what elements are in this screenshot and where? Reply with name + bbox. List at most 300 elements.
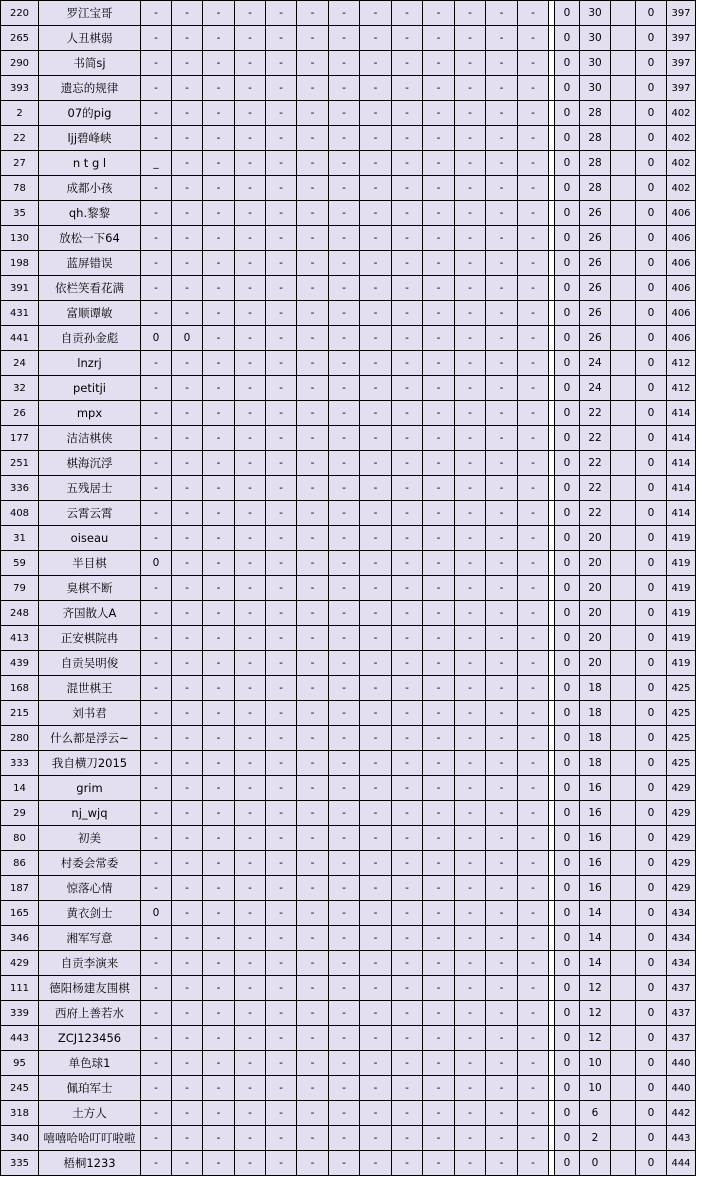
value-c-cell [611,151,636,176]
round-result-cell: - [235,776,266,801]
round-result-cell: - [141,226,172,251]
round-result-cell: - [518,326,549,351]
score-cell: 2 [580,1126,611,1151]
player-id-cell: 35 [1,201,39,226]
round-result-cell: - [518,926,549,951]
value-a-cell: 0 [555,351,580,376]
value-c-cell [611,1001,636,1026]
value-d-cell: 0 [636,776,667,801]
score-cell: 26 [580,251,611,276]
round-result-cell: - [266,726,297,751]
score-cell: 20 [580,576,611,601]
score-cell: 30 [580,76,611,101]
round-result-cell: - [235,726,266,751]
round-result-cell: - [486,651,518,676]
round-result-cell: - [486,801,518,826]
round-result-cell: - [297,826,329,851]
round-result-cell: - [203,251,235,276]
player-name-cell: 臭棋不断 [39,576,141,601]
round-result-cell: - [392,801,423,826]
round-result-cell: - [455,826,486,851]
round-result-cell: - [203,651,235,676]
round-result-cell: - [486,1026,518,1051]
round-result-cell: - [518,726,549,751]
value-a-cell: 0 [555,726,580,751]
round-result-cell: - [203,1051,235,1076]
round-result-cell: - [266,251,297,276]
table-row [1,101,696,126]
round-result-cell: - [518,376,549,401]
round-result-cell: - [297,576,329,601]
round-result-cell: - [455,901,486,926]
round-result-cell: - [141,626,172,651]
round-result-cell: - [141,351,172,376]
round-result-cell: - [518,1076,549,1101]
player-name-cell: 混世棋王 [39,676,141,701]
table-row [1,1,696,26]
table-row [1,826,696,851]
round-result-cell: - [266,401,297,426]
round-result-cell: - [266,76,297,101]
value-a-cell: 0 [555,426,580,451]
round-result-cell: - [329,201,360,226]
round-result-cell: - [266,851,297,876]
round-result-cell: - [203,876,235,901]
round-result-cell: - [518,951,549,976]
round-result-cell: - [172,651,203,676]
round-result-cell: - [455,201,486,226]
round-result-cell: - [392,1,423,26]
player-id-cell: 443 [1,1026,39,1051]
player-id-cell: 130 [1,226,39,251]
rank-cell: 425 [667,701,696,726]
value-a-cell: 0 [555,326,580,351]
round-result-cell: - [455,251,486,276]
round-result-cell: - [266,126,297,151]
round-result-cell: - [455,926,486,951]
round-result-cell: - [172,251,203,276]
value-d-cell: 0 [636,1051,667,1076]
score-cell: 22 [580,501,611,526]
round-result-cell: - [266,1051,297,1076]
round-result-cell: - [518,51,549,76]
round-result-cell: - [266,926,297,951]
round-result-cell: - [329,701,360,726]
value-c-cell [611,326,636,351]
round-result-cell: - [172,126,203,151]
round-result-cell: - [486,501,518,526]
score-cell: 30 [580,1,611,26]
round-result-cell: - [141,1076,172,1101]
round-result-cell: - [455,651,486,676]
round-result-cell: - [392,626,423,651]
player-name-cell: 云霄云霄 [39,501,141,526]
round-result-cell: - [266,1126,297,1151]
round-result-cell: - [172,801,203,826]
rank-cell: 419 [667,526,696,551]
rank-cell: 442 [667,1101,696,1126]
round-result-cell: - [392,301,423,326]
round-result-cell: - [172,426,203,451]
value-a-cell: 0 [555,151,580,176]
round-result-cell: - [141,676,172,701]
round-result-cell: - [203,451,235,476]
round-result-cell: - [203,1151,235,1176]
round-result-cell: - [266,701,297,726]
round-result-cell: - [486,776,518,801]
round-result-cell: - [455,876,486,901]
player-name-cell: 单色球1 [39,1051,141,1076]
round-result-cell: - [329,801,360,826]
player-id-cell: 431 [1,301,39,326]
round-result-cell: - [235,126,266,151]
round-result-cell: - [172,151,203,176]
round-result-cell: - [297,376,329,401]
round-result-cell: - [297,501,329,526]
round-result-cell: - [297,701,329,726]
round-result-cell: - [360,551,392,576]
round-result-cell: - [141,76,172,101]
player-id-cell: 340 [1,1126,39,1151]
round-result-cell: - [392,526,423,551]
value-c-cell [611,926,636,951]
round-result-cell: - [329,651,360,676]
round-result-cell: - [141,851,172,876]
player-id-cell: 441 [1,326,39,351]
score-cell: 20 [580,551,611,576]
round-result-cell: - [423,651,455,676]
round-result-cell: - [423,551,455,576]
round-result-cell: - [172,26,203,51]
round-result-cell: - [518,1026,549,1051]
round-result-cell: - [235,276,266,301]
player-id-cell: 336 [1,476,39,501]
player-id-cell: 111 [1,976,39,1001]
round-result-cell: - [172,1,203,26]
round-result-cell: - [360,76,392,101]
round-result-cell: - [329,251,360,276]
value-c-cell [611,776,636,801]
rank-cell: 429 [667,801,696,826]
round-result-cell: - [172,601,203,626]
round-result-cell: - [518,401,549,426]
rank-cell: 429 [667,826,696,851]
round-result-cell: - [518,1126,549,1151]
round-result-cell: - [329,826,360,851]
player-id-cell: 429 [1,951,39,976]
round-result-cell: - [203,301,235,326]
round-result-cell: - [141,26,172,51]
round-result-cell: - [392,851,423,876]
round-result-cell: - [203,401,235,426]
round-result-cell: - [518,776,549,801]
player-name-cell: 五残居士 [39,476,141,501]
value-a-cell: 0 [555,801,580,826]
round-result-cell: - [235,1001,266,1026]
round-result-cell: - [486,1151,518,1176]
round-result-cell: - [297,351,329,376]
value-a-cell: 0 [555,301,580,326]
value-c-cell [611,1151,636,1176]
value-a-cell: 0 [555,1151,580,1176]
round-result-cell: - [235,926,266,951]
score-cell: 24 [580,351,611,376]
value-d-cell: 0 [636,426,667,451]
round-result-cell: _ [141,151,172,176]
score-cell: 14 [580,926,611,951]
round-result-cell: - [455,726,486,751]
round-result-cell: - [172,101,203,126]
value-a-cell: 0 [555,776,580,801]
value-d-cell: 0 [636,226,667,251]
player-id-cell: 22 [1,126,39,151]
round-result-cell: - [423,676,455,701]
score-cell: 28 [580,151,611,176]
value-d-cell: 0 [636,826,667,851]
score-cell: 22 [580,401,611,426]
round-result-cell: - [360,751,392,776]
value-a-cell: 0 [555,1026,580,1051]
score-cell: 26 [580,301,611,326]
round-result-cell: - [392,451,423,476]
round-result-cell: - [266,651,297,676]
round-result-cell: - [360,1,392,26]
round-result-cell: - [360,201,392,226]
round-result-cell: - [172,826,203,851]
rank-cell: 419 [667,626,696,651]
table-row [1,226,696,251]
round-result-cell: - [235,476,266,501]
round-result-cell: - [203,26,235,51]
round-result-cell: - [172,1101,203,1126]
player-name-cell: lnzrj [39,351,141,376]
table-row [1,551,696,576]
round-result-cell: - [141,301,172,326]
round-result-cell: - [235,326,266,351]
round-result-cell: - [423,501,455,526]
round-result-cell: - [518,1,549,26]
round-result-cell: - [360,601,392,626]
round-result-cell: - [329,926,360,951]
rank-cell: 402 [667,151,696,176]
round-result-cell: - [266,1076,297,1101]
rank-cell: 414 [667,501,696,526]
round-result-cell: - [518,76,549,101]
player-id-cell: 408 [1,501,39,526]
player-name-cell: 刘书君 [39,701,141,726]
value-c-cell [611,426,636,451]
table-row [1,701,696,726]
value-c-cell [611,226,636,251]
round-result-cell: - [203,51,235,76]
value-c-cell [611,676,636,701]
table-row [1,851,696,876]
table-row [1,951,696,976]
round-result-cell: - [423,26,455,51]
round-result-cell: - [141,576,172,601]
value-a-cell: 0 [555,251,580,276]
round-result-cell: - [392,901,423,926]
round-result-cell: - [297,26,329,51]
round-result-cell: - [455,26,486,51]
round-result-cell: - [266,901,297,926]
round-result-cell: - [329,1051,360,1076]
round-result-cell: - [455,301,486,326]
player-name-cell: qh.黎黎 [39,201,141,226]
score-cell: 28 [580,101,611,126]
round-result-cell: - [360,126,392,151]
round-result-cell: - [329,1026,360,1051]
round-result-cell: - [266,426,297,451]
rank-cell: 414 [667,426,696,451]
round-result-cell: - [486,301,518,326]
rank-cell: 406 [667,251,696,276]
round-result-cell: - [141,726,172,751]
score-cell: 14 [580,951,611,976]
score-cell: 0 [580,1151,611,1176]
round-result-cell: - [203,826,235,851]
round-result-cell: - [297,551,329,576]
round-result-cell: - [392,326,423,351]
table-row [1,976,696,1001]
round-result-cell: - [235,626,266,651]
round-result-cell: - [329,951,360,976]
rank-cell: 412 [667,376,696,401]
round-result-cell: - [518,551,549,576]
round-result-cell: - [297,226,329,251]
round-result-cell: - [172,451,203,476]
round-result-cell: - [360,26,392,51]
round-result-cell: - [455,276,486,301]
value-c-cell [611,951,636,976]
round-result-cell: - [423,701,455,726]
round-result-cell: - [266,976,297,1001]
round-result-cell: - [392,101,423,126]
round-result-cell: - [392,951,423,976]
round-result-cell: - [455,226,486,251]
round-result-cell: - [518,301,549,326]
value-d-cell: 0 [636,76,667,101]
rank-cell: 425 [667,676,696,701]
round-result-cell: - [203,101,235,126]
player-name-cell: 德阳杨建友围棋 [39,976,141,1001]
rank-cell: 406 [667,326,696,351]
round-result-cell: - [141,476,172,501]
round-result-cell: - [360,326,392,351]
round-result-cell: - [423,751,455,776]
round-result-cell: - [297,151,329,176]
value-d-cell: 0 [636,551,667,576]
round-result-cell: - [141,401,172,426]
round-result-cell: - [297,201,329,226]
round-result-cell: - [297,526,329,551]
round-result-cell: - [518,501,549,526]
round-result-cell: - [235,876,266,901]
round-result-cell: - [486,251,518,276]
value-d-cell: 0 [636,526,667,551]
round-result-cell: - [235,426,266,451]
round-result-cell: - [172,701,203,726]
round-result-cell: - [518,701,549,726]
score-cell: 26 [580,201,611,226]
value-d-cell: 0 [636,801,667,826]
value-c-cell [611,1026,636,1051]
round-result-cell: - [486,101,518,126]
round-result-cell: - [141,101,172,126]
table-row [1,51,696,76]
round-result-cell: - [141,1026,172,1051]
round-result-cell: - [486,851,518,876]
round-result-cell: - [266,1101,297,1126]
round-result-cell: - [203,1076,235,1101]
round-result-cell: - [329,401,360,426]
table-row [1,1126,696,1151]
round-result-cell: - [455,1101,486,1126]
round-result-cell: - [266,226,297,251]
player-name-cell: 罗江宝哥 [39,1,141,26]
value-a-cell: 0 [555,401,580,426]
round-result-cell: - [455,451,486,476]
round-result-cell: - [203,701,235,726]
round-result-cell: - [266,626,297,651]
round-result-cell: - [297,76,329,101]
round-result-cell: - [235,676,266,701]
player-name-cell: 齐国散人A [39,601,141,626]
player-id-cell: 31 [1,526,39,551]
value-c-cell [611,276,636,301]
round-result-cell: - [392,201,423,226]
table-row [1,651,696,676]
score-cell: 20 [580,601,611,626]
round-result-cell: - [518,476,549,501]
table-row [1,76,696,101]
round-result-cell: - [423,1001,455,1026]
round-result-cell: - [297,851,329,876]
round-result-cell: - [203,126,235,151]
round-result-cell: - [297,1101,329,1126]
round-result-cell: - [266,826,297,851]
round-result-cell: - [392,1051,423,1076]
round-result-cell: - [518,351,549,376]
table-row [1,26,696,51]
value-d-cell: 0 [636,1151,667,1176]
value-d-cell: 0 [636,176,667,201]
round-result-cell: - [360,176,392,201]
round-result-cell: - [329,101,360,126]
round-result-cell: - [423,776,455,801]
round-result-cell: - [203,201,235,226]
round-result-cell: - [329,501,360,526]
round-result-cell: - [518,651,549,676]
rank-cell: 425 [667,726,696,751]
round-result-cell: - [141,451,172,476]
round-result-cell: - [518,426,549,451]
table-row [1,426,696,451]
round-result-cell: - [329,901,360,926]
round-result-cell: - [455,601,486,626]
rank-cell: 419 [667,551,696,576]
round-result-cell: - [455,1026,486,1051]
round-result-cell: - [518,176,549,201]
value-c-cell [611,1126,636,1151]
rank-cell: 429 [667,876,696,901]
round-result-cell: - [360,826,392,851]
value-c-cell [611,751,636,776]
rank-cell: 434 [667,901,696,926]
round-result-cell: - [518,1001,549,1026]
round-result-cell: - [329,626,360,651]
round-result-cell: - [266,51,297,76]
